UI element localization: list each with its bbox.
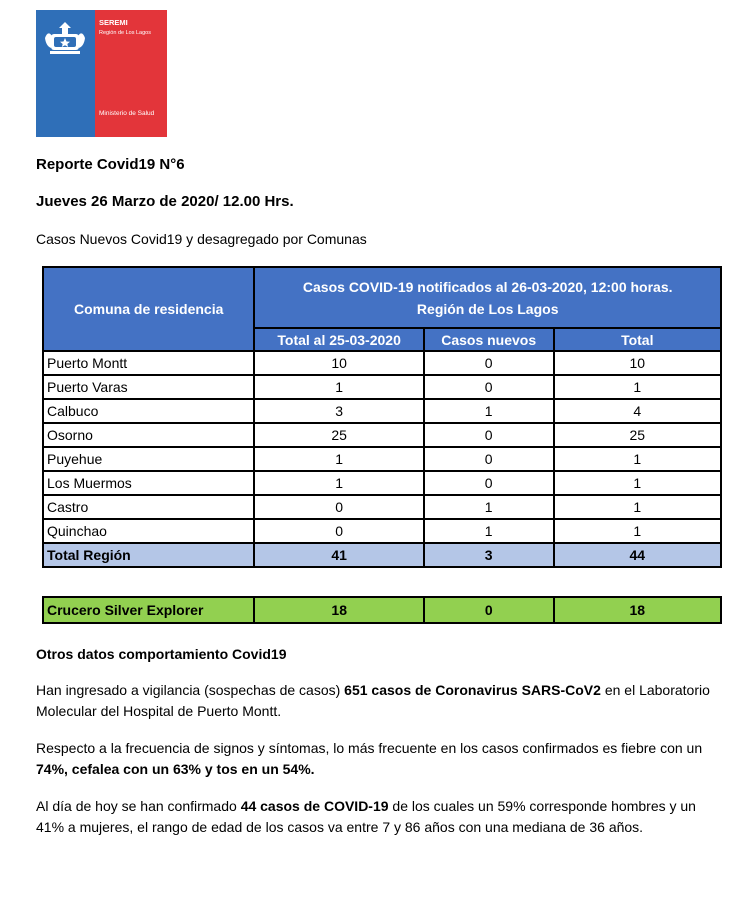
- p2-text-b: 74%, cefalea con un 63% y tos en un 54%.: [36, 761, 315, 777]
- row-prev: 1: [254, 375, 423, 399]
- row-prev: 10: [254, 351, 423, 375]
- table-row: [43, 351, 721, 375]
- paragraph-vigilancia: [36, 680, 726, 722]
- p1-text-c: en el Laboratorio Molecular del Hospital de Puerto Montt.: [36, 682, 710, 719]
- logo-region-text: Región de Los Lagos: [99, 30, 151, 36]
- row-total: 1: [554, 471, 721, 495]
- total-nuevos: 3: [424, 543, 554, 567]
- report-title: Reporte Covid19 N°6: [36, 156, 185, 173]
- row-total: 1: [554, 447, 721, 471]
- row-total: 10: [554, 351, 721, 375]
- row-prev: 0: [254, 519, 423, 543]
- header-total: Total: [554, 328, 721, 351]
- total-prev: 41: [254, 543, 423, 567]
- row-prev: 25: [254, 423, 423, 447]
- row-comuna: Quinchao: [43, 519, 254, 543]
- row-comuna: Castro: [43, 495, 254, 519]
- total-row: [43, 543, 721, 567]
- row-nuevos: 0: [424, 423, 554, 447]
- header-group-line1: Casos COVID-19 notificados al 26-03-2020, 12:00 horas.: [302, 278, 673, 295]
- logo-ministerio-text: Ministerio de Salud: [99, 110, 155, 117]
- row-comuna: Calbuco: [43, 399, 254, 423]
- table-row: [43, 375, 721, 399]
- table-row: [43, 495, 721, 519]
- row-comuna: Los Muermos: [43, 471, 254, 495]
- row-prev: 1: [254, 447, 423, 471]
- p1-text-b: 651 casos de Coronavirus SARS-CoV2: [344, 682, 601, 698]
- row-comuna: Puyehue: [43, 447, 254, 471]
- row-prev: 3: [254, 399, 423, 423]
- table-row: [43, 423, 721, 447]
- header-group: [254, 267, 721, 328]
- row-total: 1: [554, 375, 721, 399]
- crucero-row: [43, 597, 721, 623]
- row-comuna: Puerto Montt: [43, 351, 254, 375]
- total-comuna: Total Región: [43, 543, 254, 567]
- p3-text-c: de los cuales un 59% corresponde hombres y un 41% a mujeres, el rango de edad de los casos va entre 7 y 86 años con una mediana de 36 años.: [36, 798, 696, 835]
- crucero-total: 18: [554, 597, 722, 623]
- row-nuevos: 0: [424, 375, 554, 399]
- crucero-name: Crucero Silver Explorer: [43, 597, 254, 623]
- row-nuevos: 0: [424, 351, 554, 375]
- coat-of-arms-icon: [42, 18, 88, 58]
- p3-text-b: 44 casos de COVID-19: [240, 798, 389, 814]
- row-nuevos: 0: [424, 471, 554, 495]
- row-total: 4: [554, 399, 721, 423]
- table-row: [43, 471, 721, 495]
- row-comuna: Puerto Varas: [43, 375, 254, 399]
- table-row: [43, 447, 721, 471]
- otros-title: Otros datos comportamiento Covid19: [36, 646, 287, 662]
- p3-text-a: Al día de hoy se han confirmado: [36, 798, 241, 814]
- report-date: Jueves 26 Marzo de 2020/ 12.00 Hrs.: [36, 193, 294, 210]
- row-nuevos: 1: [424, 495, 554, 519]
- row-prev: 0: [254, 495, 423, 519]
- logo-red-panel: [95, 10, 167, 137]
- table-row: [43, 519, 721, 543]
- seremi-logo: [36, 10, 167, 137]
- total-total: 44: [554, 543, 721, 567]
- row-total: 25: [554, 423, 721, 447]
- crucero-prev: 18: [254, 597, 423, 623]
- section-title: Casos Nuevos Covid19 y desagregado por Comunas: [36, 231, 367, 247]
- logo-seremi-text: SEREMI: [99, 18, 128, 27]
- row-nuevos: 1: [424, 399, 554, 423]
- row-nuevos: 1: [424, 519, 554, 543]
- table-row: [43, 399, 721, 423]
- header-group-line2: Región de Los Lagos: [416, 300, 559, 317]
- row-nuevos: 0: [424, 447, 554, 471]
- cases-table: [42, 266, 722, 568]
- logo-blue-panel: [36, 10, 95, 137]
- header-comuna: Comuna de residencia: [43, 267, 254, 351]
- crucero-table: [42, 596, 722, 624]
- header-total-prev: Total al 25-03-2020: [254, 328, 423, 351]
- paragraph-sintomas: [36, 738, 726, 780]
- header-nuevos: Casos nuevos: [424, 328, 554, 351]
- paragraph-confirmados: [36, 796, 726, 838]
- row-comuna: Osorno: [43, 423, 254, 447]
- crucero-nuevos: 0: [424, 597, 554, 623]
- p1-text-a: Han ingresado a vigilancia (sospechas de casos): [36, 682, 345, 698]
- row-prev: 1: [254, 471, 423, 495]
- row-total: 1: [554, 519, 721, 543]
- p2-text-a: Respecto a la frecuencia de signos y síntomas, lo más frecuente en los casos confirmados es fiebre con un: [36, 740, 703, 756]
- row-total: 1: [554, 495, 721, 519]
